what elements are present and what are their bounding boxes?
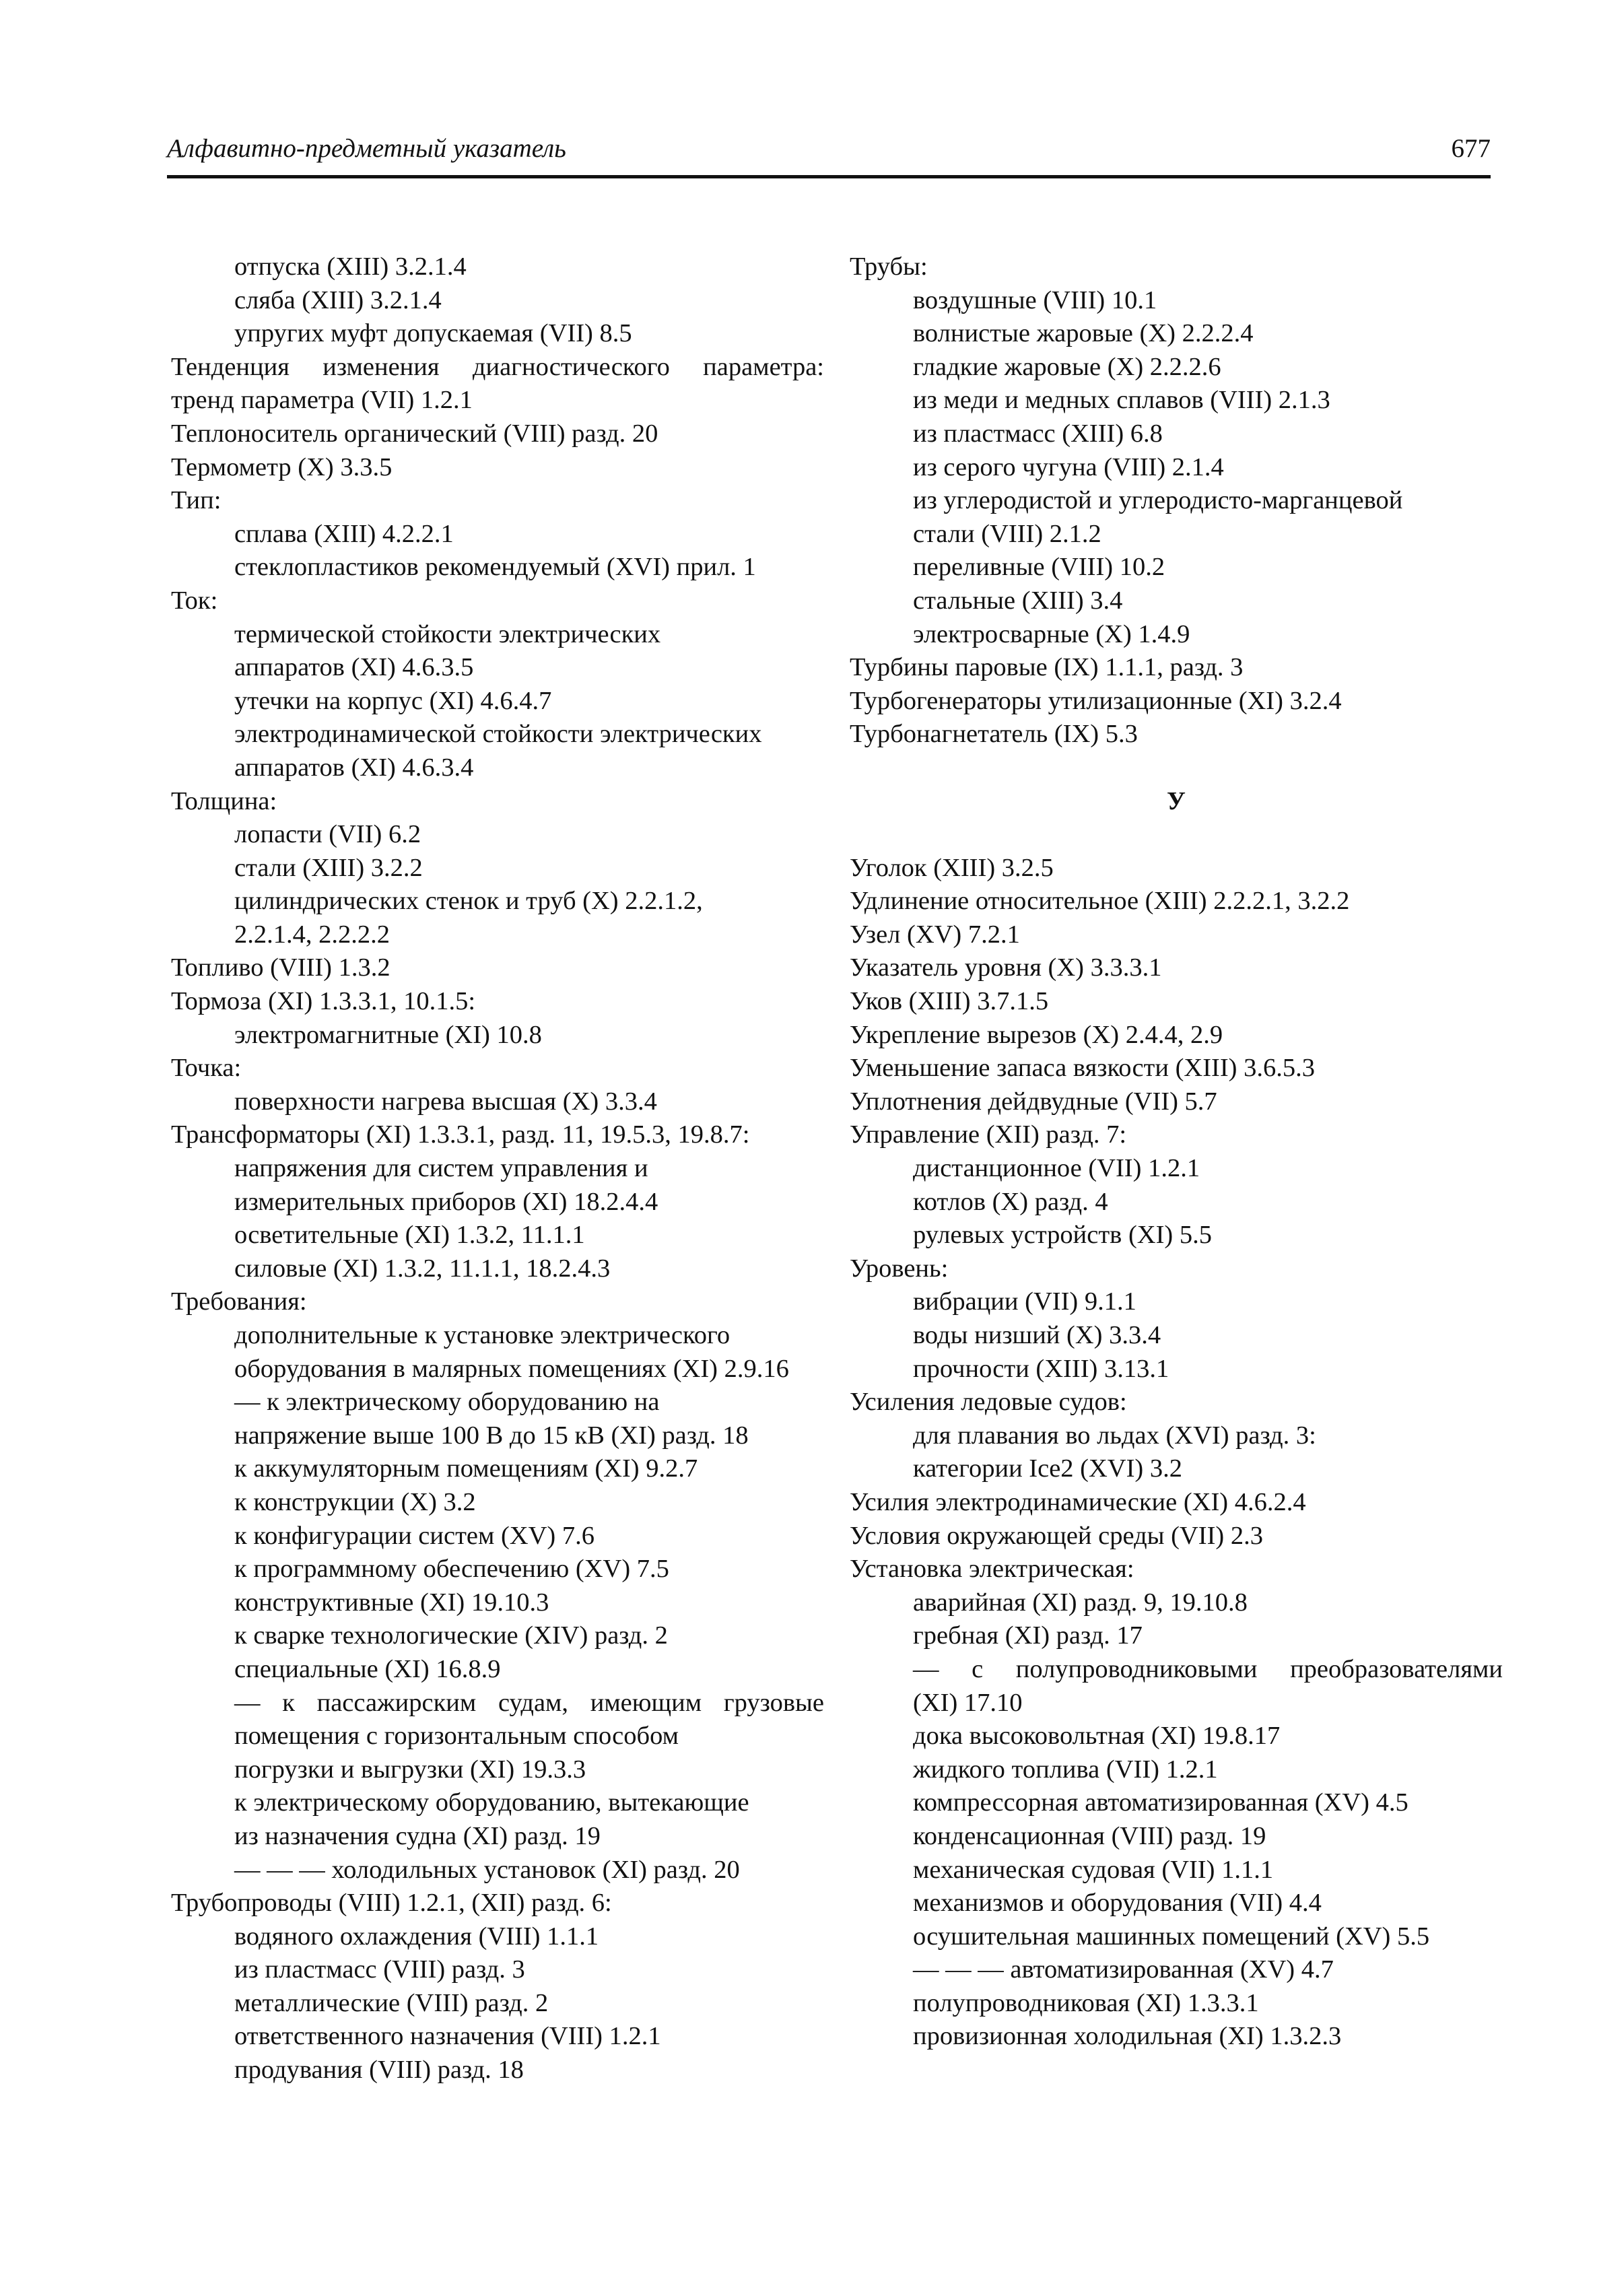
index-entry: воздушные (VIII) 10.1 — [913, 285, 1157, 314]
index-entry: аварийная (XI) разд. 9, 19.10.8 — [913, 1588, 1248, 1617]
index-entry: Укрепление вырезов (X) 2.4.4, 2.9 — [850, 1020, 1223, 1049]
index-entry: напряжение выше 100 В до 15 кВ (XI) разд. 18 — [234, 1421, 749, 1450]
index-entry: котлов (X) разд. 4 — [913, 1187, 1108, 1216]
index-entry: отпуска (XIII) 3.2.1.4 — [234, 252, 467, 281]
index-entry: специальные (XI) 16.8.9 — [234, 1654, 501, 1683]
index-entry: ответственного назначения (VIII) 1.2.1 — [234, 2022, 661, 2051]
index-entry: 2.2.1.4, 2.2.2.2 — [234, 920, 390, 949]
index-entry: жидкого топлива (VII) 1.2.1 — [913, 1755, 1218, 1784]
index-entry: для плавания во льдах (XVI) разд. 3: — [913, 1421, 1316, 1450]
index-entry: Узел (XV) 7.2.1 — [850, 920, 1020, 949]
index-entry: к конструкции (X) 3.2 — [234, 1487, 476, 1516]
index-entry: стали (VIII) 2.1.2 — [913, 519, 1101, 548]
index-entry: дока высоковольтная (XI) 19.8.17 — [913, 1722, 1281, 1751]
index-entry: механизмов и оборудования (VII) 4.4 — [913, 1889, 1322, 1918]
index-entry: Трубопроводы (VIII) 1.2.1, (XII) разд. 6: — [171, 1889, 612, 1918]
index-entry: Ток: — [171, 586, 218, 615]
index-entry: Турбонагнетатель (IX) 5.3 — [850, 720, 1138, 749]
index-entry: — к электрическому оборудованию на — [234, 1388, 660, 1417]
index-entry: механическая судовая (VII) 1.1.1 — [913, 1855, 1274, 1884]
spacer — [850, 751, 1503, 785]
index-entry: к аккумуляторным помещениям (XI) 9.2.7 — [234, 1454, 698, 1483]
running-title: Алфавитно-предметный указатель — [167, 134, 566, 163]
running-head — [167, 132, 1491, 178]
spacer — [850, 818, 1503, 852]
index-entry: помещения с горизонтальным способом — [234, 1722, 679, 1751]
index-entry: водяного охлаждения (VIII) 1.1.1 — [234, 1922, 599, 1951]
index-entry: переливные (VIII) 10.2 — [913, 553, 1165, 582]
index-entry: Теплоноситель органический (VIII) разд. 20 — [171, 419, 658, 448]
index-entry: упругих муфт допускаемая (VII) 8.5 — [234, 319, 632, 348]
index-entry: Уков (XIII) 3.7.1.5 — [850, 987, 1049, 1016]
index-entry: лопасти (VII) 6.2 — [234, 820, 421, 849]
index-entry: Трубы: — [850, 252, 928, 281]
index-entry: дополнительные к установке электрического — [234, 1321, 730, 1349]
index-entry: измерительных приборов (XI) 18.2.4.4 — [234, 1187, 658, 1216]
index-entry: Удлинение относительное (XIII) 2.2.2.1, 3.2.2 — [850, 887, 1350, 916]
index-entry: — — — холодильных установок (XI) разд. 20 — [234, 1855, 740, 1884]
index-entry: из углеродистой и углеродисто-марганцевой — [913, 486, 1403, 515]
index-entry: сплава (XIII) 4.2.2.1 — [234, 519, 454, 548]
index-entry: компрессорная автоматизированная (XV) 4.5 — [913, 1788, 1408, 1817]
index-entry: поверхности нагрева высшая (X) 3.3.4 — [234, 1087, 657, 1116]
index-entry: — с полупроводниковыми преобразователями — [913, 1654, 1503, 1683]
index-entry: — — — автоматизированная (XV) 4.7 — [913, 1955, 1334, 1984]
index-entry: Толщина: — [171, 786, 277, 815]
index-entry: — к пассажирским судам, имеющим грузовые — [234, 1688, 824, 1717]
index-entry: к программному обеспечению (XV) 7.5 — [234, 1555, 669, 1584]
index-entry: Тип: — [171, 486, 222, 515]
index-entry: рулевых устройств (XI) 5.5 — [913, 1221, 1212, 1250]
index-entry: Турбины паровые (IX) 1.1.1, разд. 3 — [850, 653, 1244, 682]
index-column-right — [850, 250, 1503, 2054]
index-entry: Уровень: — [850, 1254, 949, 1283]
index-entry: дистанционное (VII) 1.2.1 — [913, 1154, 1200, 1183]
index-entry: к конфигурации систем (XV) 7.6 — [234, 1521, 594, 1550]
index-entry: цилиндрических стенок и труб (X) 2.2.1.2, — [234, 887, 703, 916]
index-entry: тренд параметра (VII) 1.2.1 — [171, 386, 473, 415]
index-entry: к сварке технологические (XIV) разд. 2 — [234, 1621, 668, 1650]
index-entry: Указатель уровня (X) 3.3.3.1 — [850, 953, 1162, 982]
index-entry: гребная (XI) разд. 17 — [913, 1621, 1143, 1650]
index-letter-heading: У — [1167, 786, 1186, 815]
index-entry: Усилия электродинамические (XI) 4.6.2.4 — [850, 1487, 1306, 1516]
index-entry: Тенденция изменения диагностического параметра: — [171, 352, 824, 381]
index-entry: Управление (XII) разд. 7: — [850, 1120, 1127, 1149]
index-entry: конденсационная (VIII) разд. 19 — [913, 1821, 1266, 1850]
index-entry: осветительные (XI) 1.3.2, 11.1.1 — [234, 1221, 585, 1250]
index-entry: осушительная машинных помещений (XV) 5.5 — [913, 1922, 1430, 1951]
index-entry: стальные (XIII) 3.4 — [913, 586, 1123, 615]
index-entry: электросварные (X) 1.4.9 — [913, 619, 1190, 648]
index-entry: продувания (VIII) разд. 18 — [234, 2056, 524, 2085]
index-entry: провизионная холодильная (XI) 1.3.2.3 — [913, 2022, 1342, 2051]
index-entry: Турбогенераторы утилизационные (XI) 3.2.4 — [850, 686, 1342, 715]
index-entry: из пластмасс (XIII) 6.8 — [913, 419, 1163, 448]
index-entry: Усиления ледовые судов: — [850, 1388, 1127, 1417]
index-entry: аппаратов (XI) 4.6.3.4 — [234, 753, 474, 782]
index-entry: Тормоза (XI) 1.3.3.1, 10.1.5: — [171, 987, 476, 1016]
index-entry: Трансформаторы (XI) 1.3.3.1, разд. 11, 19.5.3, 19.8.7: — [171, 1120, 750, 1149]
index-entry: стали (XIII) 3.2.2 — [234, 853, 423, 882]
index-entry: прочности (XIII) 3.13.1 — [913, 1354, 1169, 1383]
index-column-left — [171, 250, 824, 2087]
index-entry: Условия окружающей среды (VII) 2.3 — [850, 1521, 1263, 1550]
index-entry: Топливо (VIII) 1.3.2 — [171, 953, 390, 982]
index-entry: Установка электрическая: — [850, 1555, 1134, 1584]
index-entry: оборудования в малярных помещениях (XI) 2.9.16 — [234, 1354, 789, 1383]
index-entry: аппаратов (XI) 4.6.3.5 — [234, 653, 474, 682]
index-entry: из пластмасс (VIII) разд. 3 — [234, 1955, 525, 1984]
index-entry: категории Ice2 (XVI) 3.2 — [913, 1454, 1182, 1483]
index-entry: стеклопластиков рекомендуемый (XVI) прил. 1 — [234, 553, 756, 582]
index-entry: Уменьшение запаса вязкости (XIII) 3.6.5.3 — [850, 1054, 1315, 1083]
index-entry: силовые (XI) 1.3.2, 11.1.1, 18.2.4.3 — [234, 1254, 611, 1283]
index-entry: из меди и медных сплавов (VIII) 2.1.3 — [913, 386, 1330, 415]
index-entry: Уголок (XIII) 3.2.5 — [850, 853, 1054, 882]
index-entry: вибрации (VII) 9.1.1 — [913, 1287, 1136, 1316]
index-entry: Точка: — [171, 1054, 242, 1083]
index-entry: Требования: — [171, 1287, 307, 1316]
index-entry: к электрическому оборудованию, вытекающие — [234, 1788, 749, 1817]
index-entry: конструктивные (XI) 19.10.3 — [234, 1588, 549, 1617]
index-entry: сляба (XIII) 3.2.1.4 — [234, 285, 442, 314]
index-entry: (XI) 17.10 — [913, 1688, 1023, 1717]
index-entry: термической стойкости электрических — [234, 619, 661, 648]
index-entry: из назначения судна (XI) разд. 19 — [234, 1821, 601, 1850]
index-entry: погрузки и выгрузки (XI) 19.3.3 — [234, 1755, 586, 1784]
index-entry: напряжения для систем управления и — [234, 1154, 648, 1183]
index-entry: воды низший (X) 3.3.4 — [913, 1321, 1161, 1349]
index-entry: электродинамической стойкости электрических — [234, 720, 762, 749]
index-entry: электромагнитные (XI) 10.8 — [234, 1020, 542, 1049]
index-entry: гладкие жаровые (X) 2.2.2.6 — [913, 352, 1221, 381]
index-entry: полупроводниковая (XI) 1.3.3.1 — [913, 1988, 1259, 2017]
page-number: 677 — [1451, 134, 1491, 163]
index-entry: Уплотнения дейдвудные (VII) 5.7 — [850, 1087, 1217, 1116]
index-entry: волнистые жаровые (X) 2.2.2.4 — [913, 319, 1254, 348]
index-entry: металлические (VIII) разд. 2 — [234, 1988, 549, 2017]
index-entry: Термометр (X) 3.3.5 — [171, 452, 393, 481]
index-entry: из серого чугуна (VIII) 2.1.4 — [913, 452, 1224, 481]
index-entry: утечки на корпус (XI) 4.6.4.7 — [234, 686, 552, 715]
